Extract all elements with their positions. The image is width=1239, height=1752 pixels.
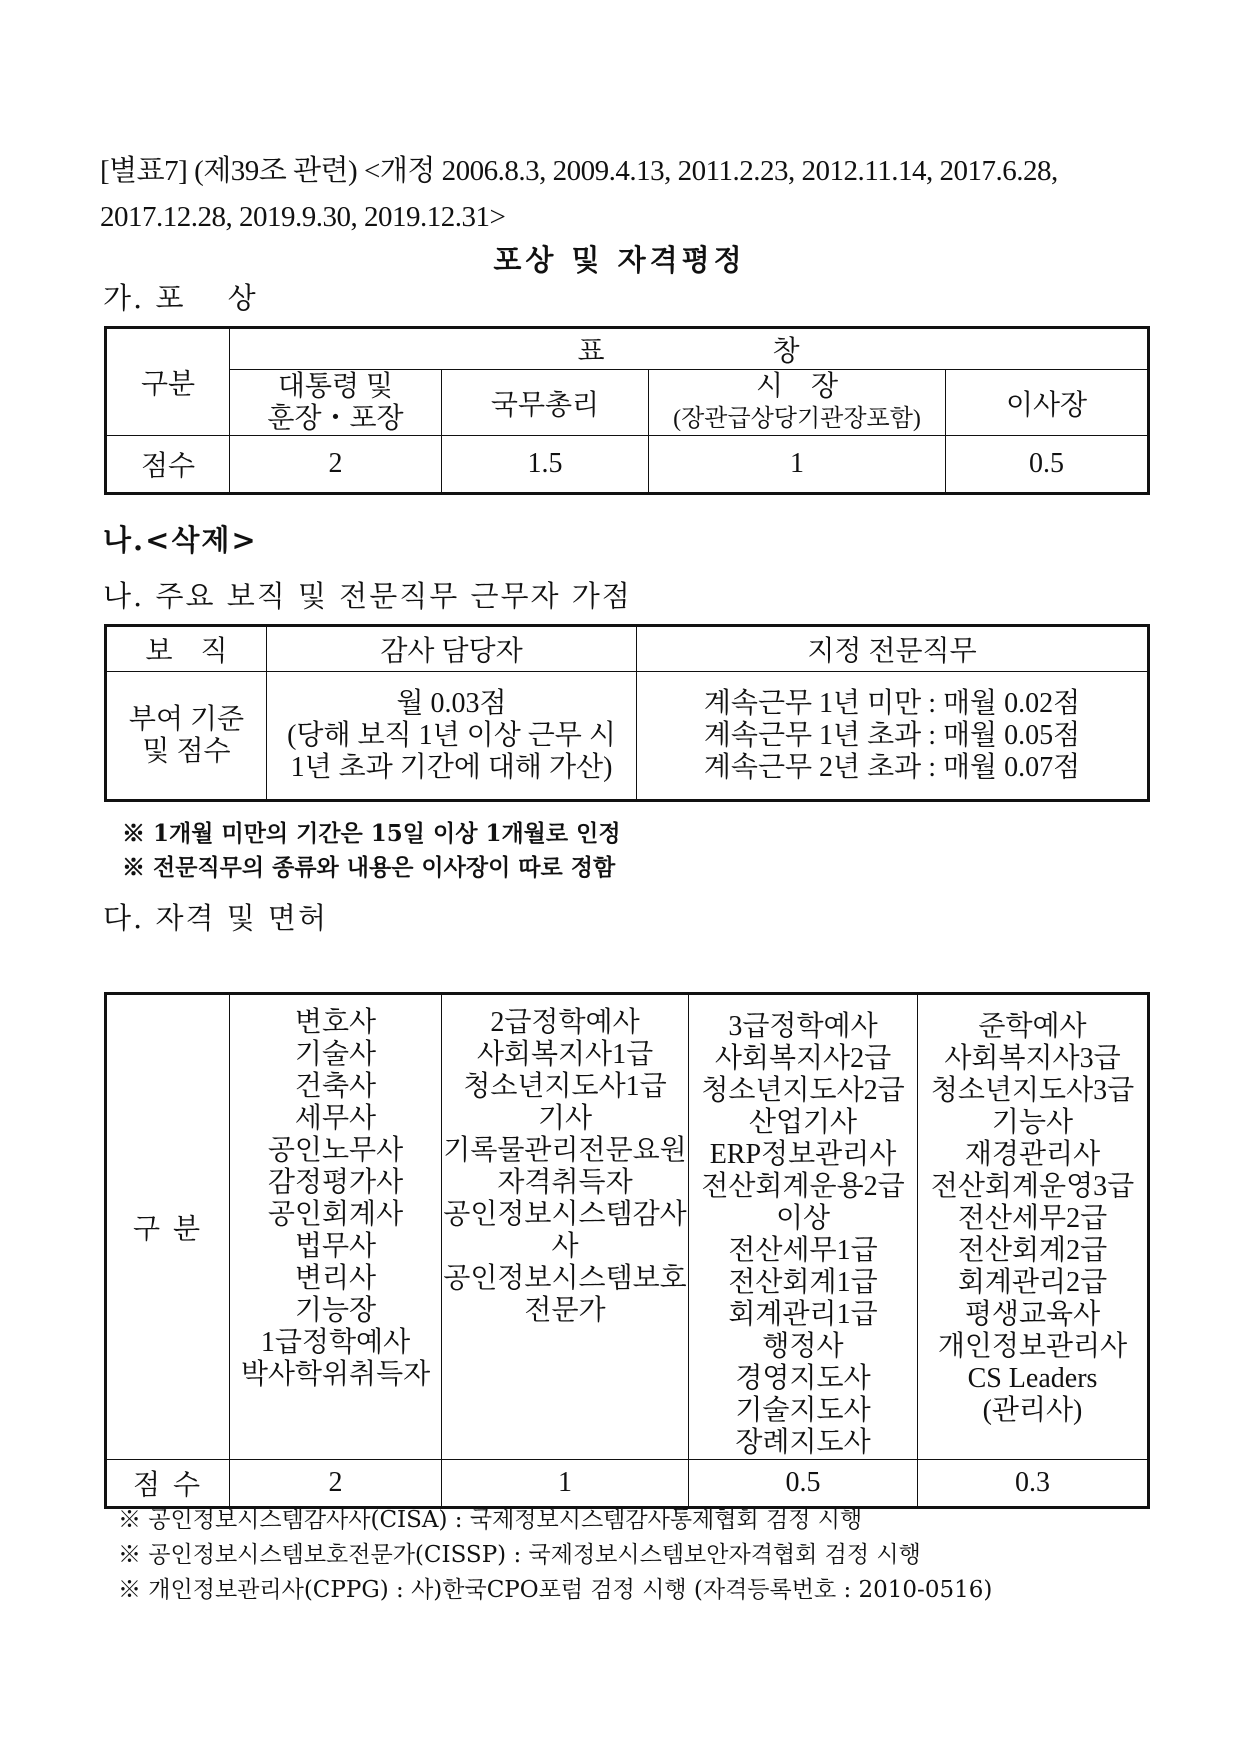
award-score: 1 <box>649 436 946 494</box>
license-item: 사회복지사3급 <box>944 1043 1121 1074</box>
license-item: 변호사 <box>294 1007 377 1038</box>
audit-line: 월 0.03점 <box>396 687 507 719</box>
license-row-label: 구 분 <box>106 994 230 1460</box>
document-header <box>100 148 1150 240</box>
license-item: 법무사 <box>294 1231 377 1262</box>
award-table <box>104 326 1150 495</box>
award-score-label: 점수 <box>106 436 230 494</box>
audit-line: 1년 초과 기간에 대해 가산) <box>290 751 613 783</box>
license-item: 평생교육사 <box>964 1299 1101 1330</box>
section-b-heading: 나. 주요 보직 및 전문직무 근무자 가점 <box>103 579 632 613</box>
award-score: 1.5 <box>442 436 649 494</box>
special-line: 계속근무 1년 미만 : 매월 0.02점 <box>703 687 1081 719</box>
license-column-1pt <box>442 994 689 1460</box>
footnote-2: ※ 공인정보시스템보호전문가(CISSP) : 국제정보시스템보안자격협회 검정 시행 <box>118 1542 921 1568</box>
license-item: 공인회계사 <box>267 1199 404 1230</box>
license-item: 산업기사 <box>748 1107 858 1138</box>
license-item: 사회복지사1급 <box>476 1039 654 1070</box>
deleted-heading: 나.<삭제> <box>103 523 258 557</box>
license-item: 개인정보관리사 <box>937 1331 1128 1362</box>
position-row-label <box>106 672 267 801</box>
license-score: 2 <box>230 1460 442 1508</box>
award-col-mayor <box>649 370 946 436</box>
award-col-pm: 국무총리 <box>442 370 649 436</box>
footnote-3: ※ 개인정보관리사(CPPG) : 사)한국CPO포럼 검정 시행 (자격등록번호 : 2010-0516) <box>118 1577 993 1603</box>
footnote-1: ※ 공인정보시스템감사사(CISA) : 국제정보시스템감사통제협회 검정 시행 <box>118 1507 863 1533</box>
license-item: 청소년지도사3급 <box>930 1075 1135 1106</box>
award-score: 0.5 <box>946 436 1149 494</box>
license-column-0-3pt <box>918 994 1149 1460</box>
position-special-criteria <box>637 672 1149 801</box>
award-col-chair: 이사장 <box>946 370 1149 436</box>
license-item: 자격취득자 <box>497 1167 633 1198</box>
award-col-president-line1: 대통령 및 <box>277 370 394 402</box>
license-item: 기록물관리전문요원 <box>443 1135 687 1166</box>
license-item: 1급정학예사 <box>260 1327 411 1358</box>
license-table <box>104 992 1150 1509</box>
license-item: CS Leaders <box>967 1363 1098 1394</box>
license-item: 재경관리사 <box>964 1139 1101 1170</box>
license-item: 공인노무사 <box>267 1135 404 1166</box>
license-item: 기술지도사 <box>735 1395 871 1426</box>
award-col-president <box>230 370 442 436</box>
section-c-heading: 다. 자격 및 면허 <box>103 901 328 935</box>
license-item: 공인정보시스템감사사 <box>443 1199 687 1262</box>
license-item: 전산회계운영3급 <box>930 1171 1135 1202</box>
position-col-special: 지정 전문직무 <box>637 626 1149 672</box>
license-item: (관리사) <box>982 1395 1083 1426</box>
note-1: ※ 1개월 미만의 기간은 15일 이상 1개월로 인정 <box>122 820 621 847</box>
license-item: 기능사 <box>991 1107 1074 1138</box>
license-score: 0.5 <box>689 1460 918 1508</box>
award-group-header: 표 창 <box>230 328 1149 370</box>
license-item: 준학예사 <box>978 1011 1087 1042</box>
license-item: 박사학위취득자 <box>240 1359 431 1390</box>
license-item: 기술사 <box>294 1039 377 1070</box>
header-line-2: 2017.12.28, 2019.9.30, 2019.12.31> <box>100 201 506 233</box>
license-item: 장례지도사 <box>735 1427 871 1458</box>
special-line: 계속근무 1년 초과 : 매월 0.05점 <box>703 719 1081 751</box>
position-audit-criteria <box>267 672 637 801</box>
award-corner-label: 구분 <box>106 328 230 436</box>
license-column-0-5pt <box>689 994 918 1460</box>
license-column-2pt <box>230 994 442 1460</box>
license-item: 회계관리1급 <box>728 1299 878 1330</box>
license-item: 변리사 <box>294 1263 377 1294</box>
award-score: 2 <box>230 436 442 494</box>
position-col-post: 보 직 <box>106 626 267 672</box>
license-item: 3급정학예사 <box>728 1011 878 1042</box>
license-item: 청소년지도사2급 <box>701 1075 905 1106</box>
license-item: 감정평가사 <box>267 1167 404 1198</box>
license-item: 전산회계2급 <box>957 1235 1108 1266</box>
section-a-heading: 가. 포 상 <box>103 281 258 315</box>
license-score-label: 점 수 <box>106 1460 230 1508</box>
award-col-mayor-line2: (장관급상당기관장포함) <box>673 405 921 432</box>
license-item: 전산회계운용2급이상 <box>701 1171 905 1234</box>
license-item: 전산회계1급 <box>728 1267 878 1298</box>
position-col-audit: 감사 담당자 <box>267 626 637 672</box>
license-item: 세무사 <box>294 1103 377 1134</box>
license-item: 경영지도사 <box>735 1363 871 1394</box>
position-row-label-line2: 및 점수 <box>142 735 231 767</box>
license-score: 1 <box>442 1460 689 1508</box>
license-item: 청소년지도사1급 <box>463 1071 667 1102</box>
position-row-label-line1: 부여 기준 <box>128 703 245 735</box>
license-item: ERP정보관리사 <box>709 1139 897 1170</box>
license-item: 전산세무1급 <box>728 1235 878 1266</box>
license-item: 회계관리2급 <box>957 1267 1108 1298</box>
license-item: 건축사 <box>294 1071 377 1102</box>
license-item: 기능장 <box>294 1295 377 1326</box>
license-item: 사회복지사2급 <box>714 1043 892 1074</box>
license-score: 0.3 <box>918 1460 1149 1508</box>
special-line: 계속근무 2년 초과 : 매월 0.07점 <box>703 751 1081 783</box>
license-item: 행정사 <box>762 1331 844 1362</box>
award-col-mayor-line1: 시 장 <box>755 370 839 402</box>
page-title: 포상 및 자격평정 <box>493 243 746 277</box>
header-line-1: [별표7] (제39조 관련) <개정 2006.8.3, 2009.4.13, 2011.2.23, 2012.11.14, 2017.6.28, <box>100 155 1058 187</box>
award-col-president-line2: 훈장・포장 <box>267 402 404 434</box>
note-2: ※ 전문직무의 종류와 내용은 이사장이 따로 정함 <box>122 854 616 881</box>
position-table <box>104 624 1150 802</box>
license-item: 기사 <box>537 1103 593 1134</box>
license-item: 공인정보시스템보호전문가 <box>443 1263 687 1326</box>
license-item: 전산세무2급 <box>957 1203 1108 1234</box>
audit-line: (당해 보직 1년 이상 근무 시 <box>287 719 616 751</box>
license-item: 2급정학예사 <box>490 1007 640 1038</box>
